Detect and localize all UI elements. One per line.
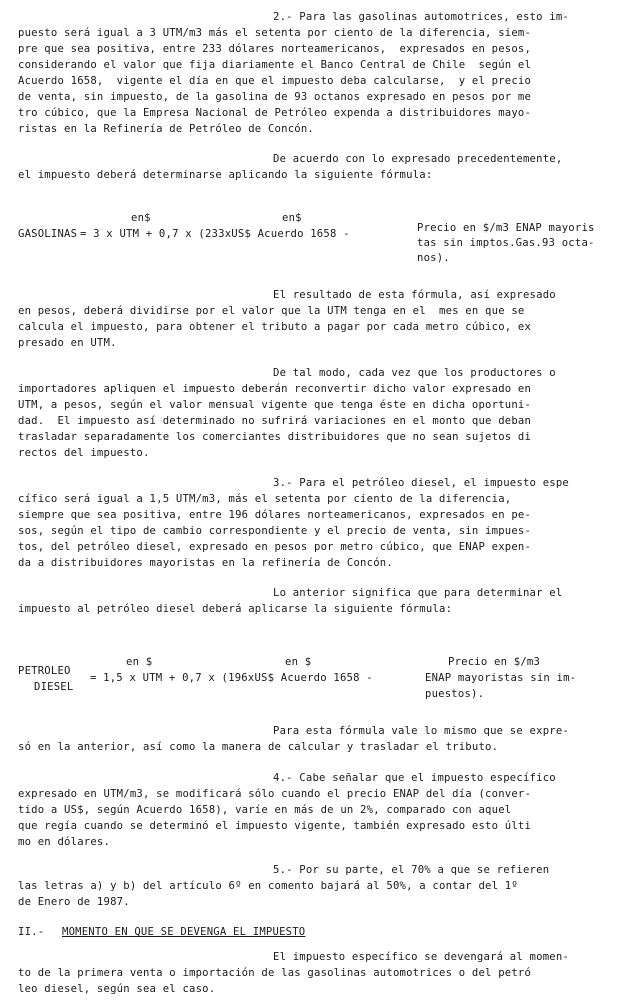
text-line: expresado en UTM/m3, se modificará sólo cuando el precio ENAP del día (conver- [18, 788, 532, 800]
text-line: importadores apliquen el impuesto deberán reconvertir dicho valor expresado en [18, 383, 532, 395]
unit-label: en $ [285, 656, 312, 668]
formula-price-term: nos). [417, 252, 450, 264]
text-line: ristas en la Refinería de Petróleo de Concón. [18, 123, 315, 135]
text-line: impuesto al petróleo diesel deberá aplicarse la siguiente fórmula: [18, 603, 453, 615]
formula-price-term: Precio en $/m3 [448, 656, 541, 668]
text-line: to de la primera venta o importación de las gasolinas automotrices o del petró [18, 967, 532, 979]
text-line: en pesos, deberá dividirse por el valor que la UTM tenga en el mes en que se [18, 305, 525, 317]
text-line: El resultado de esta fórmula, así expresado [273, 289, 556, 301]
text-line: UTM, a pesos, según el valor mensual vigente que tenga éste en dicha oportuni- [18, 399, 532, 411]
text-line: Lo anterior significa que para determinar el [273, 587, 563, 599]
text-line: puesto será igual a 3 UTM/m3 más el setenta por ciento de la diferencia, siem- [18, 27, 532, 39]
formula-lhs: PETROLEO [18, 665, 71, 677]
text-line: las letras a) y b) del artículo 6º en comento bajará al 50%, a contar del 1º [18, 880, 518, 892]
text-line: 3.- Para el petróleo diesel, el impuesto espe [273, 477, 570, 489]
text-line: sos, según el tipo de cambio correspondiente y el precio de venta, sin impues- [18, 525, 532, 537]
text-line: calcula el impuesto, para obtener el tributo a pagar por cada metro cúbico, ex [18, 321, 532, 333]
text-line: leo diesel, según sea el caso. [18, 983, 216, 995]
formula-price-term: tas sin imptos.Gas.93 octa- [417, 237, 595, 249]
formula-expression: = 1,5 x UTM + 0,7 x (196xUS$ Acuerdo 1658 - [90, 672, 373, 684]
text-line: de venta, sin impuesto, de la gasolina de 93 octanos expresado en pesos por me [18, 91, 532, 103]
formula-price-term: Precio en $/m3 ENAP mayoris [417, 222, 595, 234]
text-line: De acuerdo con lo expresado precedentemente, [273, 153, 563, 165]
text-line: que regía cuando se determinó el impuesto vigente, también expresado esto últi [18, 820, 532, 832]
text-line: tido a US$, según Acuerdo 1658), varíe en más de un 2%, comparado con aquel [18, 804, 512, 816]
formula-lhs: GASOLINAS [18, 228, 78, 240]
text-line: 5.- Por su parte, el 70% a que se refieren [273, 864, 550, 876]
text-line: siempre que sea positiva, entre 196 dólares norteamericanos, expresados en pe- [18, 509, 532, 521]
formula-price-term: ENAP mayoristas sin im- [425, 672, 577, 684]
text-line: só en la anterior, así como la manera de calcular y trasladar el tributo. [18, 741, 499, 753]
text-line: presado en UTM. [18, 337, 117, 349]
text-line: da a distribuidores mayoristas en la refinería de Concón. [18, 557, 393, 569]
formula-expression: = 3 x UTM + 0,7 x (233xUS$ Acuerdo 1658 - [80, 228, 350, 240]
text-line: De tal modo, cada vez que los productores o [273, 367, 556, 379]
text-line: tos, del petróleo diesel, expresado en pesos por metro cúbico, que ENAP expen- [18, 541, 532, 553]
text-line: dad. El impuesto así determinado no sufrirá variaciones en el monto que deban [18, 415, 532, 427]
text-line: 2.- Para las gasolinas automotrices, esto im- [273, 11, 570, 23]
unit-label: en $ [126, 656, 153, 668]
text-line: considerando el valor que fija diariamente el Banco Central de Chile según el [18, 59, 532, 71]
text-line: tro cúbico, que la Empresa Nacional de Petróleo expenda a distribuidores mayo- [18, 107, 532, 119]
text-line: de Enero de 1987. [18, 896, 130, 908]
text-line: El impuesto específico se devengará al momen- [273, 951, 570, 963]
section-title: MOMENTO EN QUE SE DEVENGA EL IMPUESTO [62, 926, 306, 938]
text-line: trasladar separadamente los comerciantes distribuidores que no sean sujetos di [18, 431, 532, 443]
text-line: el impuesto deberá determinarse aplicando la siguiente fórmula: [18, 169, 433, 181]
text-line: pre que sea positiva, entre 233 dólares norteamericanos, expresados en pesos, [18, 43, 532, 55]
unit-label: en$ [131, 212, 151, 224]
text-line: cífico será igual a 1,5 UTM/m3, más el setenta por ciento de la diferencia, [18, 493, 512, 505]
text-line: 4.- Cabe señalar que el impuesto específico [273, 772, 556, 784]
text-line: Acuerdo 1658, vigente el día en que el impuesto deba calcularse, y el precio [18, 75, 532, 87]
text-line: rectos del impuesto. [18, 447, 150, 459]
section-number: II.- [18, 926, 45, 938]
text-line: Para esta fórmula vale lo mismo que se expre- [273, 725, 570, 737]
formula-price-term: puestos). [425, 688, 485, 700]
unit-label: en$ [282, 212, 302, 224]
formula-lhs: DIESEL [34, 681, 74, 693]
text-line: mo en dólares. [18, 836, 111, 848]
